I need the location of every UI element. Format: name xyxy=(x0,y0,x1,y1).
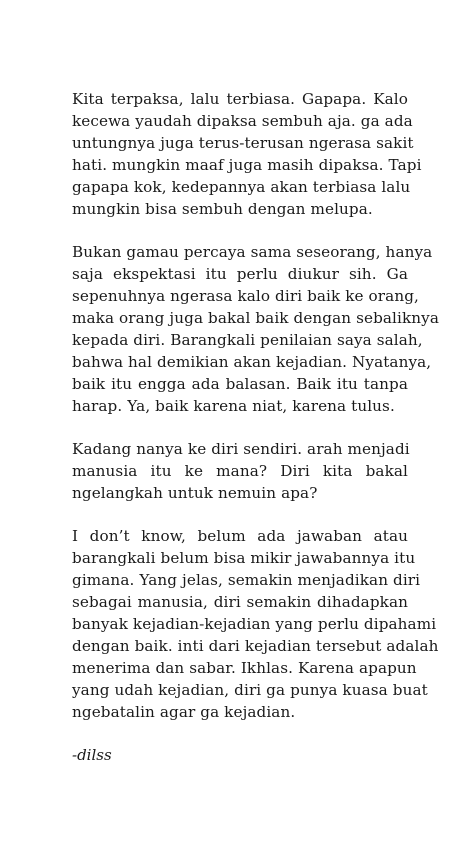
text-line: hati. mungkin maaf juga masih dipaksa. Tapi xyxy=(72,156,422,174)
text-line: ngebatalin agar ga kejadian. xyxy=(72,703,296,721)
text-line: maka orang juga bakal baik dengan sebaliknya xyxy=(72,309,439,327)
text-line: kecewa yaudah dipaksa sembuh aja. ga ada xyxy=(72,112,413,130)
text-line: I don’t know, belum ada jawaban atau xyxy=(72,527,408,545)
author-signature: -dilss xyxy=(72,746,112,764)
text-line: kepada diri. Barangkali penilaian saya salah, xyxy=(72,331,423,349)
text-line: saja ekspektasi itu perlu diukur sih. Ga xyxy=(72,265,408,283)
text-line: gapapa kok, kedepannya akan terbiasa lalu xyxy=(72,178,411,196)
paragraph xyxy=(72,88,422,220)
paragraph xyxy=(72,438,408,504)
paragraph xyxy=(72,241,439,417)
text-line: manusia itu ke mana? Diri kita bakal xyxy=(72,462,408,480)
document-page xyxy=(72,88,439,766)
text-line: barangkali belum bisa mikir jawabannya itu xyxy=(72,549,416,567)
text-line: banyak kejadian-kejadian yang perlu dipahami xyxy=(72,615,437,633)
text-line: yang udah kejadian, diri ga punya kuasa buat xyxy=(72,681,428,699)
text-line: dengan baik. inti dari kejadian tersebut adalah xyxy=(72,637,439,655)
text-line: ngelangkah untuk nemuin apa? xyxy=(72,484,318,502)
text-line: Kita terpaksa, lalu terbiasa. Gapapa. Kalo xyxy=(72,90,408,108)
text-line: sebagai manusia, diri semakin dihadapkan xyxy=(72,593,408,611)
text-line: baik itu engga ada balasan. Baik itu tanpa xyxy=(72,375,408,393)
text-line: menerima dan sabar. Ikhlas. Karena apapun xyxy=(72,659,417,677)
text-line: Kadang nanya ke diri sendiri. arah menjadi xyxy=(72,440,410,458)
text-line: bahwa hal demikian akan kejadian. Nyatanya, xyxy=(72,353,432,371)
text-line: untungnya juga terus-terusan ngerasa sakit xyxy=(72,134,414,152)
text-line: harap. Ya, baik karena niat, karena tulus. xyxy=(72,397,395,415)
text-line: mungkin bisa sembuh dengan melupa. xyxy=(72,200,373,218)
text-line: Bukan gamau percaya sama seseorang, hanya xyxy=(72,243,433,261)
paragraph xyxy=(72,525,439,723)
text-line: gimana. Yang jelas, semakin menjadikan diri xyxy=(72,571,421,589)
text-line: sepenuhnya ngerasa kalo diri baik ke orang, xyxy=(72,287,419,305)
